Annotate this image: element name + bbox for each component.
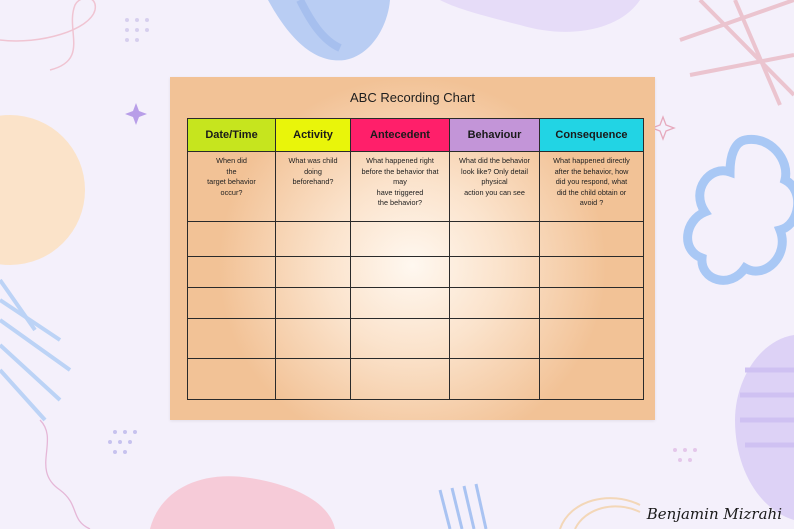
entry-row — [188, 288, 644, 319]
entry-cell[interactable] — [188, 359, 276, 400]
dot-cluster-right — [673, 448, 697, 462]
entry-cell[interactable] — [276, 257, 351, 288]
entry-cell[interactable] — [276, 288, 351, 319]
entry-cell[interactable] — [351, 222, 450, 257]
entry-row — [188, 257, 644, 288]
entry-row — [188, 319, 644, 359]
entry-row — [188, 222, 644, 257]
purple-star-shape — [125, 103, 147, 125]
entry-cell[interactable] — [188, 222, 276, 257]
entry-cell[interactable] — [540, 359, 644, 400]
prompt-activity: What was child doing beforehand? — [276, 152, 351, 222]
signature: Benjamin Mizrahi — [646, 505, 782, 523]
entry-cell[interactable] — [540, 319, 644, 359]
entry-cell[interactable] — [540, 222, 644, 257]
entry-cell[interactable] — [276, 359, 351, 400]
blue-bar-lines — [440, 484, 486, 529]
pink-sparkle-shape — [652, 117, 674, 139]
entry-cell[interactable] — [188, 257, 276, 288]
prompt-row — [188, 152, 644, 222]
abc-chart-card — [170, 77, 655, 420]
pink-grid-lines — [680, 0, 794, 105]
entry-cell[interactable] — [351, 359, 450, 400]
abc-recording-table — [187, 118, 644, 400]
entry-cell[interactable] — [450, 257, 540, 288]
header-row — [188, 119, 644, 152]
pink-blob-shape — [150, 476, 335, 529]
header-date-time: Date/Time — [188, 119, 276, 152]
peach-arc-lines — [560, 498, 640, 529]
blue-stripe-lines — [0, 280, 70, 420]
entry-cell[interactable] — [276, 222, 351, 257]
entry-cell[interactable] — [276, 319, 351, 359]
purple-wave-shape — [440, 0, 640, 32]
dot-cluster-top — [125, 18, 149, 42]
prompt-consequence: What happened directly after the behavior, how did you respond, what did the child obtain or avoid ? — [540, 152, 644, 222]
header-consequence: Consequence — [540, 119, 644, 152]
prompt-behaviour: What did the behavior look like? Only detail physical action you can see — [450, 152, 540, 222]
entry-cell[interactable] — [351, 288, 450, 319]
entry-cell[interactable] — [450, 288, 540, 319]
entry-row — [188, 359, 644, 400]
chart-title: ABC Recording Chart — [350, 90, 475, 105]
squiggle-line — [0, 0, 95, 70]
header-antecedent: Antecedent — [351, 119, 450, 152]
entry-cell[interactable] — [188, 288, 276, 319]
header-activity: Activity — [276, 119, 351, 152]
curvy-line — [40, 420, 90, 529]
dot-cluster-bottom — [108, 430, 137, 454]
entry-cell[interactable] — [351, 319, 450, 359]
entry-cell[interactable] — [450, 359, 540, 400]
entry-cell[interactable] — [540, 257, 644, 288]
entry-cell[interactable] — [450, 319, 540, 359]
entry-cell[interactable] — [450, 222, 540, 257]
purple-blob-shape — [735, 335, 794, 520]
peach-circle-shape — [0, 115, 85, 265]
blue-flower-shape — [688, 139, 794, 280]
prompt-date-time: When did the target behavior occur? — [188, 152, 276, 222]
entry-cell[interactable] — [188, 319, 276, 359]
entry-cell[interactable] — [540, 288, 644, 319]
entry-cell[interactable] — [351, 257, 450, 288]
blue-blob-shape — [268, 0, 390, 60]
header-behaviour: Behaviour — [450, 119, 540, 152]
prompt-antecedent: What happened right before the behavior that may have triggered the behavior? — [351, 152, 450, 222]
